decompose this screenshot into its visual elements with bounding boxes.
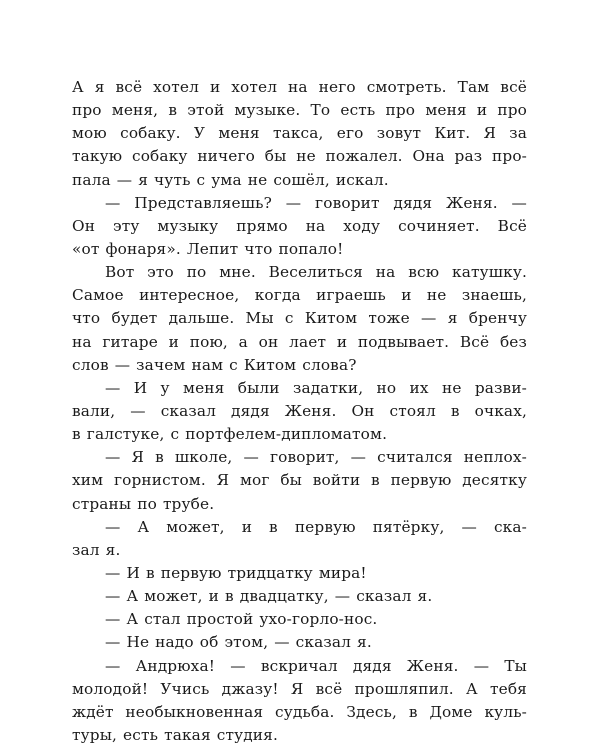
text-line: туры, есть такая студия. [72, 725, 278, 744]
text-line: про меня, в этой музыке. То есть про меня и про [72, 101, 527, 120]
text-line: хим горнистом. Я мог бы войти в первую десятку [72, 471, 527, 490]
text-line: А я всё хотел и хотел на него смотреть. Там всё [72, 78, 527, 96]
text-line: в галстуке, с портфелем-дипломатом. [72, 425, 388, 444]
text-line: — А может, и в двадцатку, — сказал я. [105, 587, 433, 606]
text-line: — Я в школе, — говорит, — считался неплох- [105, 448, 527, 467]
text-line: что будет дальше. Мы с Китом тоже — я бренчу [72, 309, 527, 328]
text-line: зал я. [72, 540, 121, 559]
story-text [72, 76, 527, 747]
text-line: слов — зачем нам с Китом слова? [72, 355, 357, 374]
text-line: — Андрюха! — вскричал дядя Женя. — Ты [105, 656, 527, 675]
text-line: — А стал простой ухо-горло-нос. [105, 610, 378, 629]
text-line: пала — я чуть с ума не сошёл, искал. [72, 170, 389, 189]
text-line: молодой! Учись джазу! Я всё прошляпил. А тебя [72, 679, 527, 698]
text-line: ждёт необыкновенная судьба. Здесь, в Доме куль- [72, 702, 527, 721]
text-line: Вот это по мне. Веселиться на всю катушку. [105, 263, 527, 282]
text-line: — Представляешь? — говорит дядя Женя. — [105, 193, 527, 212]
text-line: страны по трубе. [72, 494, 215, 513]
text-line: Он эту музыку прямо на ходу сочиняет. Всё [72, 216, 527, 235]
text-line: на гитаре и пою, а он лает и подвывает. Всё без [72, 332, 527, 351]
text-line: такую собаку ничего бы не пожалел. Она раз про- [72, 147, 527, 166]
text-line: Самое интересное, когда играешь и не знаешь, [72, 286, 527, 305]
text-line: — И у меня были задатки, но их не разви- [105, 378, 527, 397]
text-line: — И в первую тридцатку мира! [105, 563, 367, 582]
text-line: вали, — сказал дядя Женя. Он стоял в очках, [72, 401, 527, 420]
text-line: — А может, и в первую пятёрку, — ска- [105, 517, 527, 536]
text-line: мою собаку. У меня такса, его зовут Кит. Я за [72, 124, 527, 143]
text-line: — Не надо об этом, — сказал я. [105, 633, 372, 652]
text-line: «от фонаря». Лепит что попало! [72, 239, 344, 258]
